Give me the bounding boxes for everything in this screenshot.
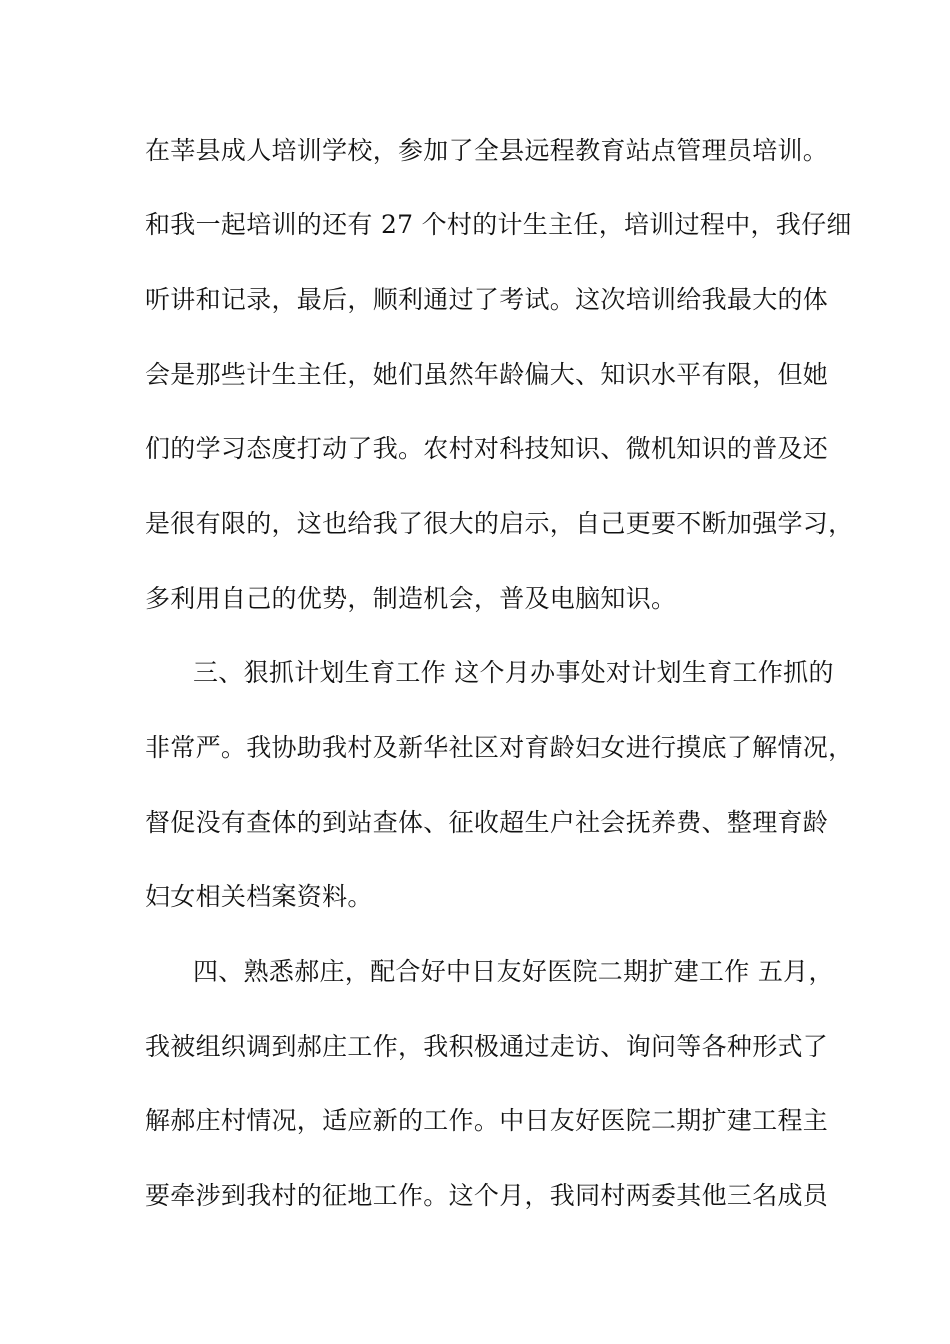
- text-line: 会是那些计生主任，她们虽然年龄偏大、知识水平有限，但她: [145, 360, 829, 389]
- text-line: 听讲和记录，最后，顺利通过了考试。这次培训给我最大的体: [145, 285, 829, 314]
- section-heading-line: 三、狠抓计划生育工作 这个月办事处对计划生育工作抓的: [193, 658, 834, 687]
- text-line: 妇女相关档案资料。: [145, 882, 373, 911]
- text-line: 们的学习态度打动了我。农村对科技知识、微机知识的普及还: [145, 434, 829, 463]
- text-line: 要牵涉到我村的征地工作。这个月，我同村两委其他三名成员: [145, 1181, 829, 1210]
- text-line: 解郝庄村情况，适应新的工作。中日友好医院二期扩建工程主: [145, 1106, 829, 1135]
- text-line: 非常严。我协助我村及新华社区对育龄妇女进行摸底了解情况，: [145, 733, 854, 762]
- text-line: 在莘县成人培训学校，参加了全县远程教育站点管理员培训。: [145, 136, 829, 165]
- text-line: 多利用自己的优势，制造机会，普及电脑知识。: [145, 584, 677, 613]
- section-heading-line: 四、熟悉郝庄，配合好中日友好医院二期扩建工作 五月，: [193, 957, 834, 986]
- text-line: 和我一起培训的还有 27 个村的计生主任，培训过程中，我仔细: [145, 210, 852, 239]
- text-line: 我被组织调到郝庄工作，我积极通过走访、询问等各种形式了: [145, 1032, 829, 1061]
- text-line: 是很有限的，这也给我了很大的启示，自己更要不断加强学习，: [145, 509, 854, 538]
- text-line: 督促没有查体的到站查体、征收超生户社会抚养费、整理育龄: [145, 808, 829, 837]
